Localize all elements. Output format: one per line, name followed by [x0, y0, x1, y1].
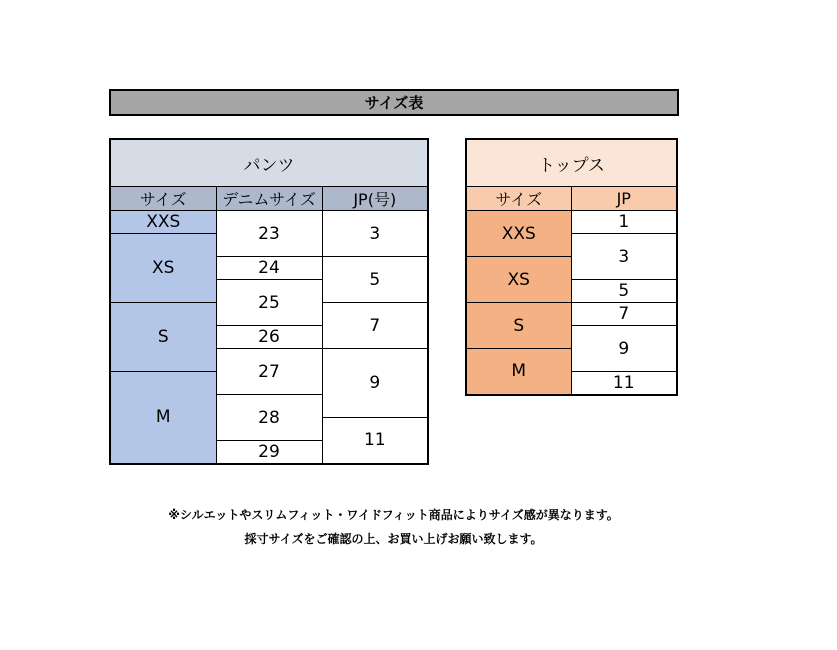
- pants-jp-3: 3: [322, 211, 428, 257]
- pants-size-xxs: XXS: [110, 211, 216, 234]
- tops-jp-11: 11: [571, 372, 677, 395]
- tops-col-size: サイズ: [466, 187, 571, 211]
- pants-jp-7: 7: [322, 303, 428, 349]
- tops-size-table: [465, 138, 678, 396]
- pants-size-xs: XS: [110, 234, 216, 303]
- pants-denim-25: 25: [216, 280, 322, 326]
- tops-jp-7: 7: [571, 303, 677, 326]
- pants-size-table: [109, 138, 429, 465]
- tops-size-xs: XS: [466, 257, 571, 303]
- tops-jp-5: 5: [571, 280, 677, 303]
- pants-col-denim: デニムサイズ: [216, 187, 322, 211]
- pants-denim-28: 28: [216, 395, 322, 441]
- pants-denim-26: 26: [216, 326, 322, 349]
- pants-size-s: S: [110, 303, 216, 372]
- pants-size-m: M: [110, 372, 216, 464]
- pants-col-jp: JP(号): [322, 187, 428, 211]
- tops-size-m: M: [466, 349, 571, 395]
- pants-denim-27: 27: [216, 349, 322, 395]
- pants-denim-24: 24: [216, 257, 322, 280]
- tops-jp-3: 3: [571, 234, 677, 280]
- tops-jp-1: 1: [571, 211, 677, 234]
- pants-denim-23: 23: [216, 211, 322, 257]
- pants-jp-11: 11: [322, 418, 428, 464]
- fit-note: ※シルエットやスリムフィット・ワイドフィット商品によりサイズ感が異なります。: [168, 508, 619, 522]
- pants-denim-29: 29: [216, 441, 322, 464]
- pants-col-size: サイズ: [110, 187, 216, 211]
- pants-jp-9: 9: [322, 349, 428, 418]
- tops-jp-9: 9: [571, 326, 677, 372]
- tops-size-s: S: [466, 303, 571, 349]
- pants-header: パンツ: [110, 139, 428, 187]
- measurement-note: 採寸サイズをご確認の上、お買い上げお願い致します。: [244, 532, 543, 546]
- tops-size-xxs: XXS: [466, 211, 571, 257]
- tops-header: トップス: [466, 139, 677, 187]
- tops-col-jp: JP: [571, 187, 677, 211]
- size-chart-title: サイズ表: [109, 89, 679, 116]
- pants-jp-5: 5: [322, 257, 428, 303]
